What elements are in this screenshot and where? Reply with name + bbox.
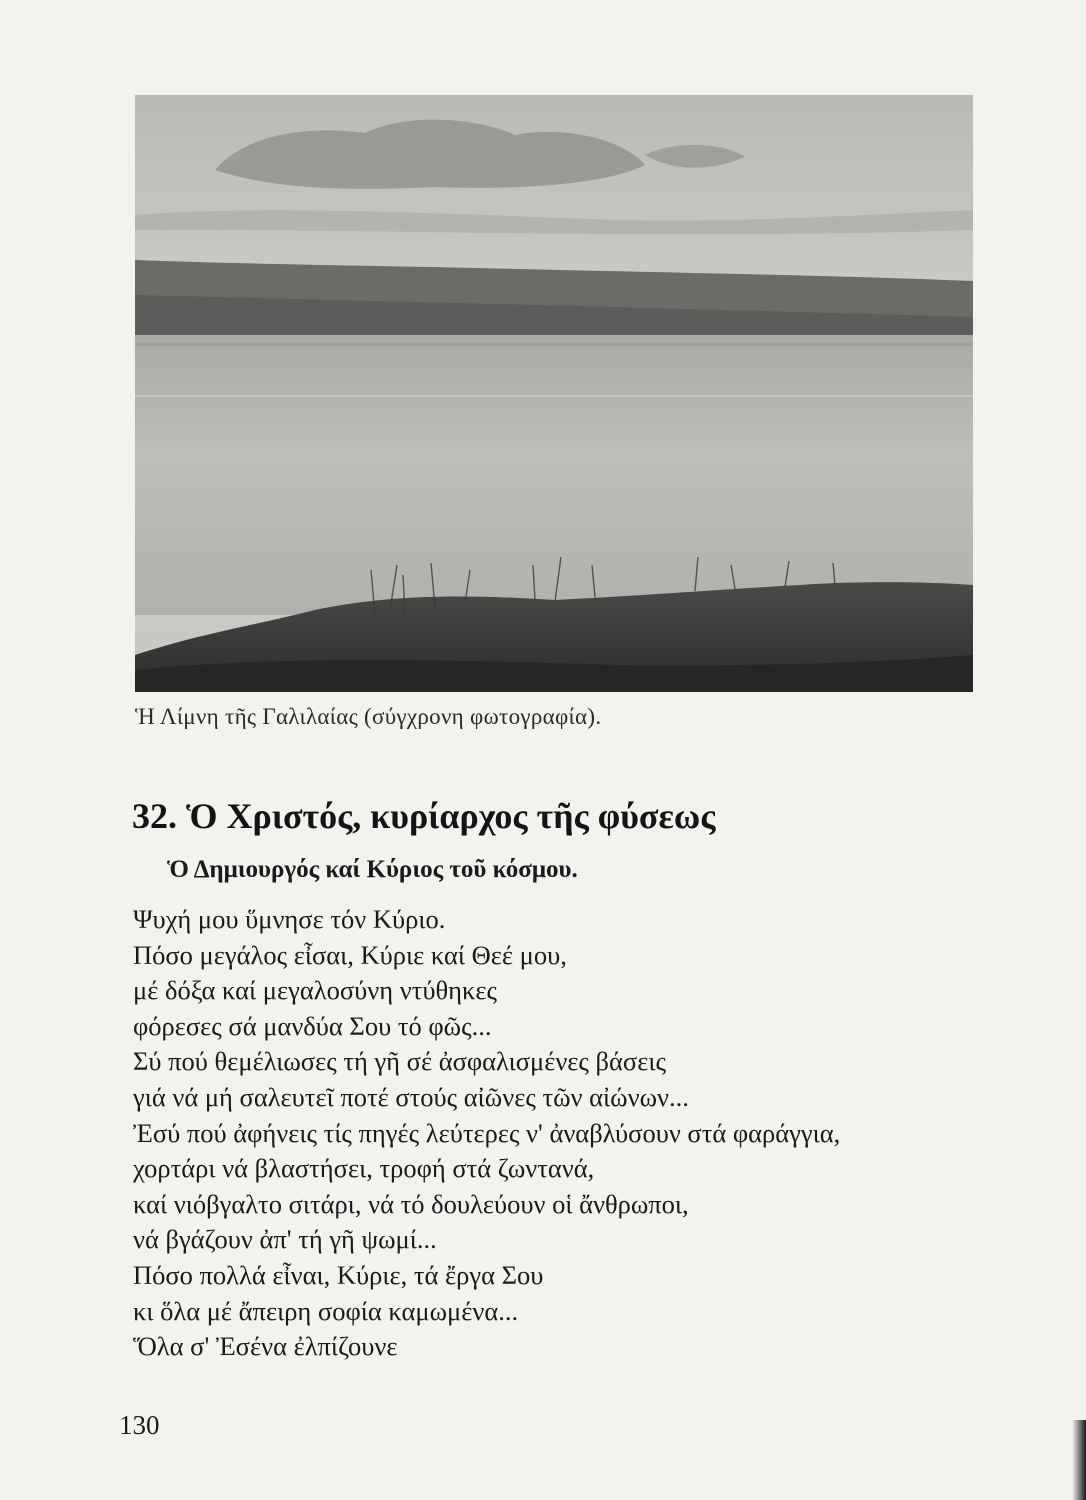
poem-line: φόρεσες σά μανδύα Σου τό φῶς... — [133, 1010, 492, 1041]
poem-line: Πόσο πολλά εἶναι, Κύριε, τά ἔργα Σου — [133, 1259, 544, 1290]
poem-line: χορτάρι νά βλαστήσει, τροφή στά ζωντανά, — [133, 1153, 595, 1184]
chapter-subheading: Ὁ Δημιουργός καί Κύριος τοῦ κόσμου. — [167, 856, 578, 883]
poem-line: Πόσο μεγάλος εἶσαι, Κύριε καί Θεέ μου, — [133, 939, 567, 970]
poem-line: καί νιόβγαλτο σιτάρι, νά τό δουλεύουν οἱ ἄνθρωποι, — [133, 1188, 689, 1219]
poem-line: Ὅλα σ' Ἐσένα ἐλπίζουνε — [133, 1331, 398, 1362]
lake-photograph — [135, 95, 973, 692]
lake-photo-image — [135, 95, 973, 692]
poem-line: κι ὅλα μέ ἄπειρη σοφία καμωμένα... — [133, 1295, 519, 1326]
page-edge-shadow — [1072, 1420, 1086, 1500]
page-number: 130 — [119, 1410, 160, 1440]
poem-text — [133, 902, 973, 1365]
poem-line: Ψυχή μου ὕμνησε τόν Κύριο. — [133, 904, 446, 934]
chapter-heading: 32. Ὁ Χριστός, κυρίαρχος τῆς φύσεως — [132, 796, 716, 836]
poem-line: Ἐσύ πού ἀφήνεις τίς πηγές λεύτερες ν' ἀναβλύσουν στά φαράγγια, — [133, 1117, 841, 1148]
poem-line: γιά νά μή σαλευτεῖ ποτέ στούς αἰῶνες τῶν αἰώνων... — [133, 1081, 689, 1112]
poem-line: Σύ πού θεμέλιωσες τή γῆ σέ ἀσφαλισμένες βάσεις — [133, 1046, 666, 1077]
photo-caption: Ἡ Λίμνη τῆς Γαλιλαίας (σύγχρονη φωτογραφία). — [135, 704, 602, 729]
poem-line: νά βγάζουν ἀπ' τή γῆ ψωμί... — [133, 1224, 437, 1255]
poem-line: μέ δόξα καί μεγαλοσύνη ντύθηκες — [133, 975, 497, 1006]
